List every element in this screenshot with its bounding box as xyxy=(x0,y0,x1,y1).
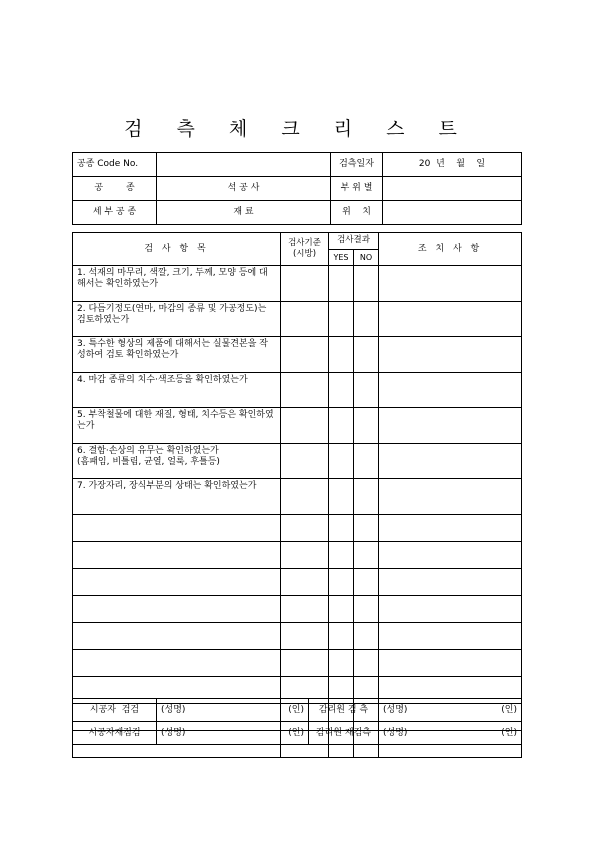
col-yes-header: YES xyxy=(329,249,354,266)
criteria-cell[interactable] xyxy=(281,595,329,622)
yes-cell[interactable] xyxy=(329,568,354,595)
no-cell[interactable] xyxy=(354,479,379,515)
yes-cell[interactable] xyxy=(329,541,354,568)
checklist-item-text xyxy=(73,568,281,595)
yes-cell[interactable] xyxy=(329,479,354,515)
checklist-row xyxy=(73,649,522,676)
checklist-row xyxy=(73,479,522,515)
supervisor-re-seal[interactable]: (인) xyxy=(451,722,522,745)
trade-value[interactable]: 석 공 사 xyxy=(157,177,331,201)
action-cell[interactable] xyxy=(379,266,522,302)
yes-cell[interactable] xyxy=(329,266,354,302)
checklist-row xyxy=(73,266,522,302)
yes-cell[interactable] xyxy=(329,301,354,337)
checklist-item-text: 4. 마감 종류의 치수·색조등을 확인하였는가 xyxy=(73,372,281,408)
contractor-re-seal[interactable]: (인) xyxy=(227,722,309,745)
contractor-mgr-seal[interactable]: (인) xyxy=(227,699,309,722)
code-value[interactable] xyxy=(157,153,331,177)
action-cell[interactable] xyxy=(379,595,522,622)
contractor-mgr-label: 시공자 검검 xyxy=(73,699,157,722)
supervisor-re-label: 감리원 재검측 xyxy=(309,722,379,745)
checklist-row xyxy=(73,541,522,568)
criteria-cell[interactable] xyxy=(281,568,329,595)
no-cell[interactable] xyxy=(354,649,379,676)
no-cell[interactable] xyxy=(354,514,379,541)
yes-cell[interactable] xyxy=(329,649,354,676)
supervisor-label: 감리원 검 측 xyxy=(309,699,379,722)
criteria-cell[interactable] xyxy=(281,266,329,302)
action-cell[interactable] xyxy=(379,301,522,337)
no-cell[interactable] xyxy=(354,337,379,373)
col-criteria-header: 검사기준 (시방) xyxy=(281,233,329,266)
col-result-header: 검사결과 xyxy=(329,233,379,250)
checklist-table xyxy=(72,232,522,758)
checklist-row xyxy=(73,408,522,444)
contractor-re-label: 시공자재점검 xyxy=(73,722,157,745)
contractor-mgr-sign[interactable]: (성명) xyxy=(157,699,227,722)
yes-cell[interactable] xyxy=(329,443,354,479)
criteria-cell[interactable] xyxy=(281,514,329,541)
header-table xyxy=(72,152,522,225)
checklist-item-text: 5. 부착철물에 대한 재질, 형태, 치수등은 확인하였는가 xyxy=(73,408,281,444)
action-cell[interactable] xyxy=(379,622,522,649)
location-value[interactable] xyxy=(383,201,522,225)
checklist-row xyxy=(73,568,522,595)
checklist-row xyxy=(73,337,522,373)
supervisor-sign[interactable]: (성명) xyxy=(379,699,451,722)
col-items-header: 검 사 항 목 xyxy=(73,233,281,266)
action-cell[interactable] xyxy=(379,649,522,676)
criteria-cell[interactable] xyxy=(281,408,329,444)
no-cell[interactable] xyxy=(354,266,379,302)
page-title: 검 측 체 크 리 스 트 xyxy=(124,118,471,140)
checklist-row xyxy=(73,443,522,479)
subtrade-value[interactable]: 재 료 xyxy=(157,201,331,225)
no-cell[interactable] xyxy=(354,372,379,408)
yes-cell[interactable] xyxy=(329,595,354,622)
no-cell[interactable] xyxy=(354,622,379,649)
action-cell[interactable] xyxy=(379,541,522,568)
no-cell[interactable] xyxy=(354,595,379,622)
yes-cell[interactable] xyxy=(329,514,354,541)
checklist-row xyxy=(73,301,522,337)
contractor-re-sign[interactable]: (성명) xyxy=(157,722,227,745)
location-label: 위 치 xyxy=(331,201,383,225)
no-cell[interactable] xyxy=(354,443,379,479)
checklist-item-text: 7. 가장자리, 장식부분의 상태는 확인하였는가 xyxy=(73,479,281,515)
no-cell[interactable] xyxy=(354,301,379,337)
criteria-cell[interactable] xyxy=(281,541,329,568)
checklist-item-text xyxy=(73,622,281,649)
no-cell[interactable] xyxy=(354,541,379,568)
part-value[interactable] xyxy=(383,177,522,201)
checklist-row xyxy=(73,514,522,541)
action-cell[interactable] xyxy=(379,514,522,541)
criteria-cell[interactable] xyxy=(281,649,329,676)
subtrade-label: 세 부 공 종 xyxy=(73,201,157,225)
supervisor-re-sign[interactable]: (성명) xyxy=(379,722,451,745)
action-cell[interactable] xyxy=(379,337,522,373)
action-cell[interactable] xyxy=(379,408,522,444)
checklist-row xyxy=(73,595,522,622)
yes-cell[interactable] xyxy=(329,408,354,444)
date-label: 검측일자 xyxy=(331,153,383,177)
yes-cell[interactable] xyxy=(329,622,354,649)
criteria-cell[interactable] xyxy=(281,443,329,479)
trade-label: 공 종 xyxy=(73,177,157,201)
checklist-item-text: 1. 석재의 마무리, 색깔, 크기, 두께, 모양 등에 대해서는 확인하였는가 xyxy=(73,266,281,302)
action-cell[interactable] xyxy=(379,479,522,515)
checklist-item-text xyxy=(73,595,281,622)
checklist-item-text xyxy=(73,649,281,676)
code-label: 공종 Code No. xyxy=(73,153,157,177)
action-cell[interactable] xyxy=(379,443,522,479)
criteria-cell[interactable] xyxy=(281,622,329,649)
date-value[interactable]: 20 년 월 일 xyxy=(383,153,522,177)
criteria-cell[interactable] xyxy=(281,301,329,337)
no-cell[interactable] xyxy=(354,568,379,595)
col-no-header: NO xyxy=(354,249,379,266)
criteria-cell[interactable] xyxy=(281,337,329,373)
checklist-item-text: 6. 결함·손상의 유무는 확인하였는가 (흠패임, 비틀림, 균열, 얼룩, 후틀등) xyxy=(73,443,281,479)
no-cell[interactable] xyxy=(354,408,379,444)
part-label: 부 위 별 xyxy=(331,177,383,201)
criteria-cell[interactable] xyxy=(281,479,329,515)
yes-cell[interactable] xyxy=(329,337,354,373)
col-action-header: 조 치 사 항 xyxy=(379,233,522,266)
checklist-row xyxy=(73,372,522,408)
action-cell[interactable] xyxy=(379,372,522,408)
checklist-row xyxy=(73,622,522,649)
checklist-item-text: 2. 다듬기정도(연마, 마감의 종류 및 가공정도)는 검토하였는가 xyxy=(73,301,281,337)
criteria-cell[interactable] xyxy=(281,372,329,408)
yes-cell[interactable] xyxy=(329,372,354,408)
checklist-item-text xyxy=(73,514,281,541)
checklist-item-text: 3. 특수한 형상의 제품에 대해서는 실물견본을 작성하여 검토 확인하였는가 xyxy=(73,337,281,373)
checklist-item-text xyxy=(73,541,281,568)
supervisor-seal[interactable]: (인) xyxy=(451,699,522,722)
action-cell[interactable] xyxy=(379,568,522,595)
signature-table xyxy=(72,698,522,745)
